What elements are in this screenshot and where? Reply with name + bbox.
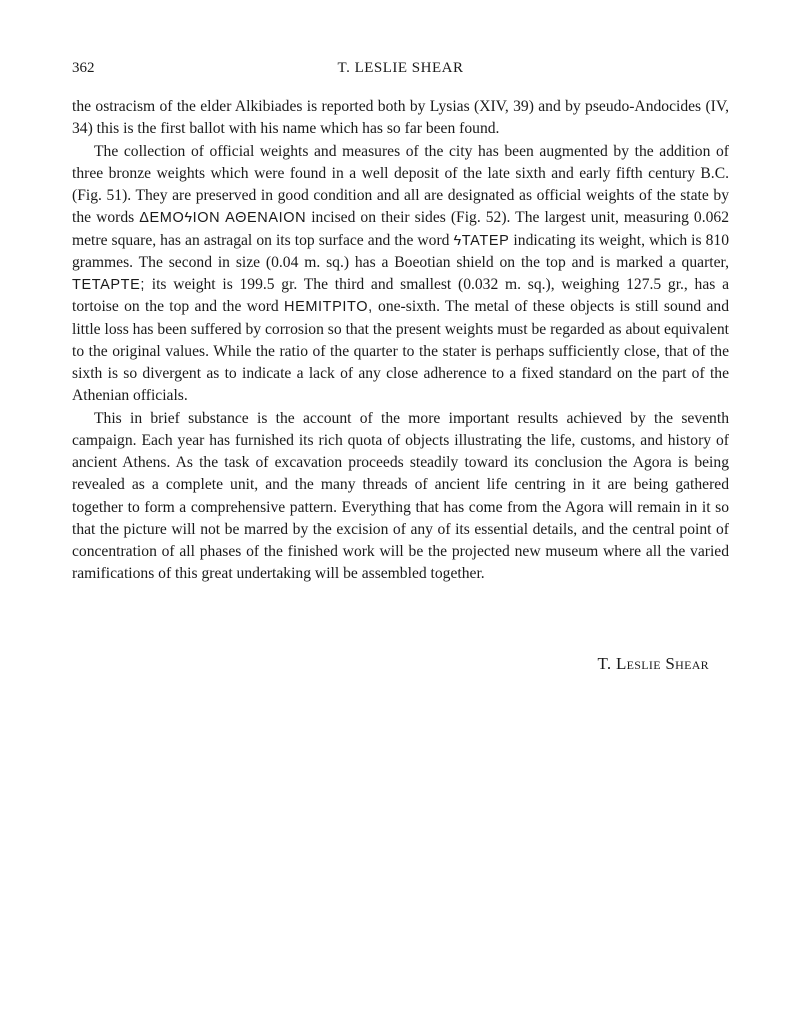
paragraph-2-text-3: incised on their sides (Fig. 52). The largest unit, measuring 0.062 metre square, has an astragal on its top surface and the word [72, 209, 729, 249]
greek-inscription-tetarte: ΤΕΤΑΡΤΕ; [72, 277, 146, 293]
author-signature: T. Leslie Shear [597, 654, 709, 673]
paragraph-2 [72, 141, 729, 408]
bc-abbreviation: B.C. [700, 164, 729, 182]
running-title: T. LESLIE SHEAR [337, 60, 464, 76]
greek-inscription-hemitrito: ΗΕΜΙΤΡΙΤΟ, [284, 299, 373, 316]
paragraph-2-text-2: (Fig. 51). They are preserved in good condition and all are designated as official weights of the state by the words [72, 187, 729, 227]
document-page [72, 0, 729, 1024]
paragraph-2-text-4: indicating its weight, which is 810 grammes. The second in size (0.04 m. sq.) has a Boeotian shield on the top and is marked a quarter, [72, 231, 729, 271]
paragraph-3-text: This in brief substance is the account of the more important results achieved by the seventh campaign. Each year has furnished its rich quota of objects illustrating the life, customs, and history of ancient Athens. As the task of excavation proceeds steadily toward its conclusion the Agora is being revealed as a complete unit, and the many threads of ancient life centring in it are being gathered together to form a comprehensive pattern. Everything that has come from the Agora will remain in it so that the picture will not be marred by the excision of any of its essential details, and the central point of concentration of all phases of the finished work will be the projected new museum where all the varied ramifications of this great undertaking will be assembled together. [72, 409, 729, 583]
running-head [72, 60, 729, 82]
greek-inscription-stater: ϟΤΑΤΕΡ [453, 232, 510, 249]
paragraph-2-text-1: The collection of official weights and measures of the city has been augmented by the addition of three bronze weights which were found in a well deposit of the late sixth and early fifth century [72, 142, 729, 182]
paragraph-1 [72, 96, 729, 141]
paragraph-3 [72, 408, 729, 586]
page-number: 362 [72, 60, 95, 76]
paragraph-2-text-6: one-sixth. The metal of these objects is still sound and little loss has been suffered by corrosion so that the present weights must be regarded as about equivalent to the original values. While the ratio of the quarter to the stater is perhaps sufficiently close, that of the sixth is so divergent as to indicate a lack of any close adherence to a fixed standard on the part of the Athenian officials. [72, 298, 729, 405]
paragraph-2-text-5: its weight is 199.5 gr. The third and smallest (0.032 m. sq.), weighing 127.5 gr., has a tortoise on the top and the word [72, 276, 729, 316]
greek-inscription-demosion-athenaion: ΔΕΜΟϟΙΟΝ ΑΘΕΝΑΙΟΝ [139, 210, 307, 227]
body-text [72, 96, 729, 586]
paragraph-1-text: the ostracism of the elder Alkibiades is reported both by Lysias (XIV, 39) and by pseudo-Andocides (IV, 34) this is the first ballot with his name which has so far been found. [72, 98, 729, 138]
